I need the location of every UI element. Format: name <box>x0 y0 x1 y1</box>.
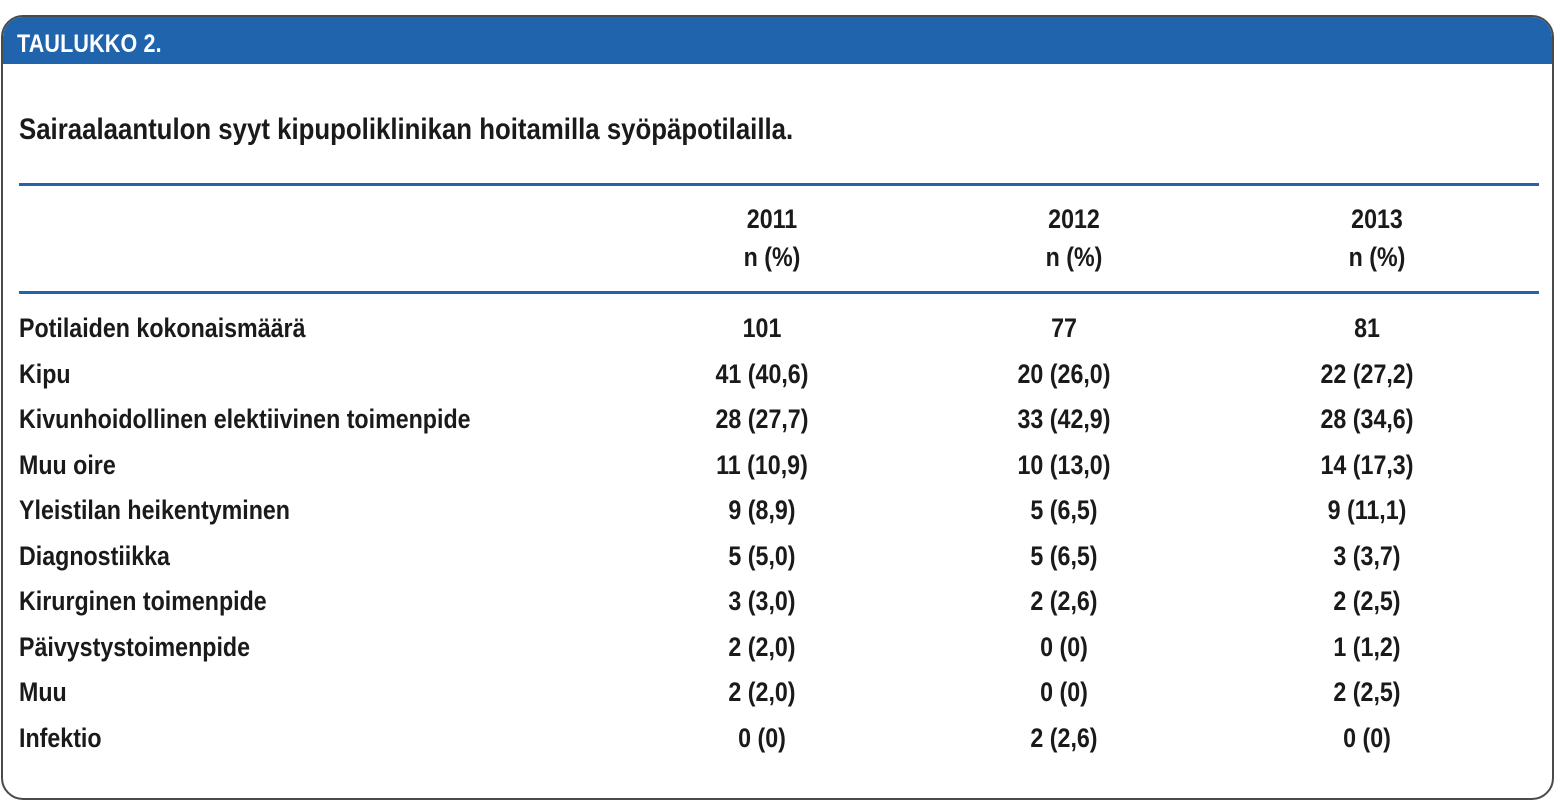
table-title: Sairaalaantulon syyt kipupoliklinikan hoitamilla syöpäpotilailla. <box>19 113 794 146</box>
table-cell-2012: 10 (13,0) <box>1017 449 1111 480</box>
column-year: 2013 <box>1351 204 1403 234</box>
row-label: Infektio <box>19 722 102 753</box>
table-cell-2011: 28 (27,7) <box>715 404 809 434</box>
column-unit: n (%) <box>1045 242 1103 272</box>
top-rule <box>19 183 1539 186</box>
table-cell-2012: 33 (42,9) <box>1017 404 1111 434</box>
column-header-2012 <box>988 200 1160 276</box>
table-cell-2012: 77 <box>1051 313 1077 343</box>
row-label: Potilaiden kokonaismäärä <box>19 313 306 343</box>
table-cell-2013: 81 <box>1354 313 1380 343</box>
table-cell-2011: 41 (40,6) <box>715 358 809 389</box>
row-label: Muu oire <box>19 449 116 480</box>
table-cell-2012: 5 (6,5) <box>1030 540 1098 571</box>
column-year: 2012 <box>1048 204 1100 234</box>
column-header-2011 <box>686 200 858 276</box>
column-unit: n (%) <box>743 242 801 272</box>
table-cell-2012: 0 (0) <box>1040 631 1088 662</box>
header-rule <box>19 291 1539 294</box>
table-cell-2012: 20 (26,0) <box>1017 358 1111 389</box>
table-cell-2012: 2 (2,6) <box>1030 586 1098 616</box>
table-cell-2012: 0 (0) <box>1040 677 1088 707</box>
column-header-2013 <box>1291 200 1463 276</box>
table-cell-2013: 2 (2,5) <box>1333 586 1401 616</box>
table-cell-2011: 5 (5,0) <box>728 540 796 571</box>
table-cell-2011: 3 (3,0) <box>728 586 796 616</box>
table-cell-2013: 0 (0) <box>1343 722 1391 753</box>
row-label: Kivunhoidollinen elektiivinen toimenpide <box>19 404 471 434</box>
table-cell-2013: 3 (3,7) <box>1333 540 1401 571</box>
row-label: Kirurginen toimenpide <box>19 586 267 616</box>
table-cell-2011: 11 (10,9) <box>716 449 808 480</box>
table-card <box>1 15 1554 800</box>
table-cell-2011: 2 (2,0) <box>728 677 796 707</box>
row-label: Kipu <box>19 358 71 389</box>
row-label: Muu <box>19 677 67 707</box>
table-cell-2013: 14 (17,3) <box>1320 449 1414 480</box>
column-year: 2011 <box>746 204 798 234</box>
table-cell-2013: 1 (1,2) <box>1333 631 1401 662</box>
table-header-bar <box>3 17 1552 64</box>
table-cell-2012: 5 (6,5) <box>1030 495 1098 525</box>
row-label: Yleistilan heikentyminen <box>19 495 290 525</box>
table-cell-2013: 2 (2,5) <box>1333 677 1401 707</box>
table-cell-2011: 2 (2,0) <box>728 631 796 662</box>
row-label: Päivystystoimenpide <box>19 631 251 662</box>
table-cell-2013: 22 (27,2) <box>1320 358 1414 389</box>
table-cell-2011: 0 (0) <box>738 722 786 753</box>
column-unit: n (%) <box>1348 242 1406 272</box>
row-label: Diagnostiikka <box>19 540 170 571</box>
table-cell-2011: 101 <box>742 313 782 343</box>
table-cell-2013: 9 (11,1) <box>1327 495 1407 525</box>
table-cell-2013: 28 (34,6) <box>1320 404 1414 434</box>
table-cell-2011: 9 (8,9) <box>728 495 796 525</box>
table-number-label: TAULUKKO 2. <box>17 30 162 58</box>
table-cell-2012: 2 (2,6) <box>1030 722 1098 753</box>
